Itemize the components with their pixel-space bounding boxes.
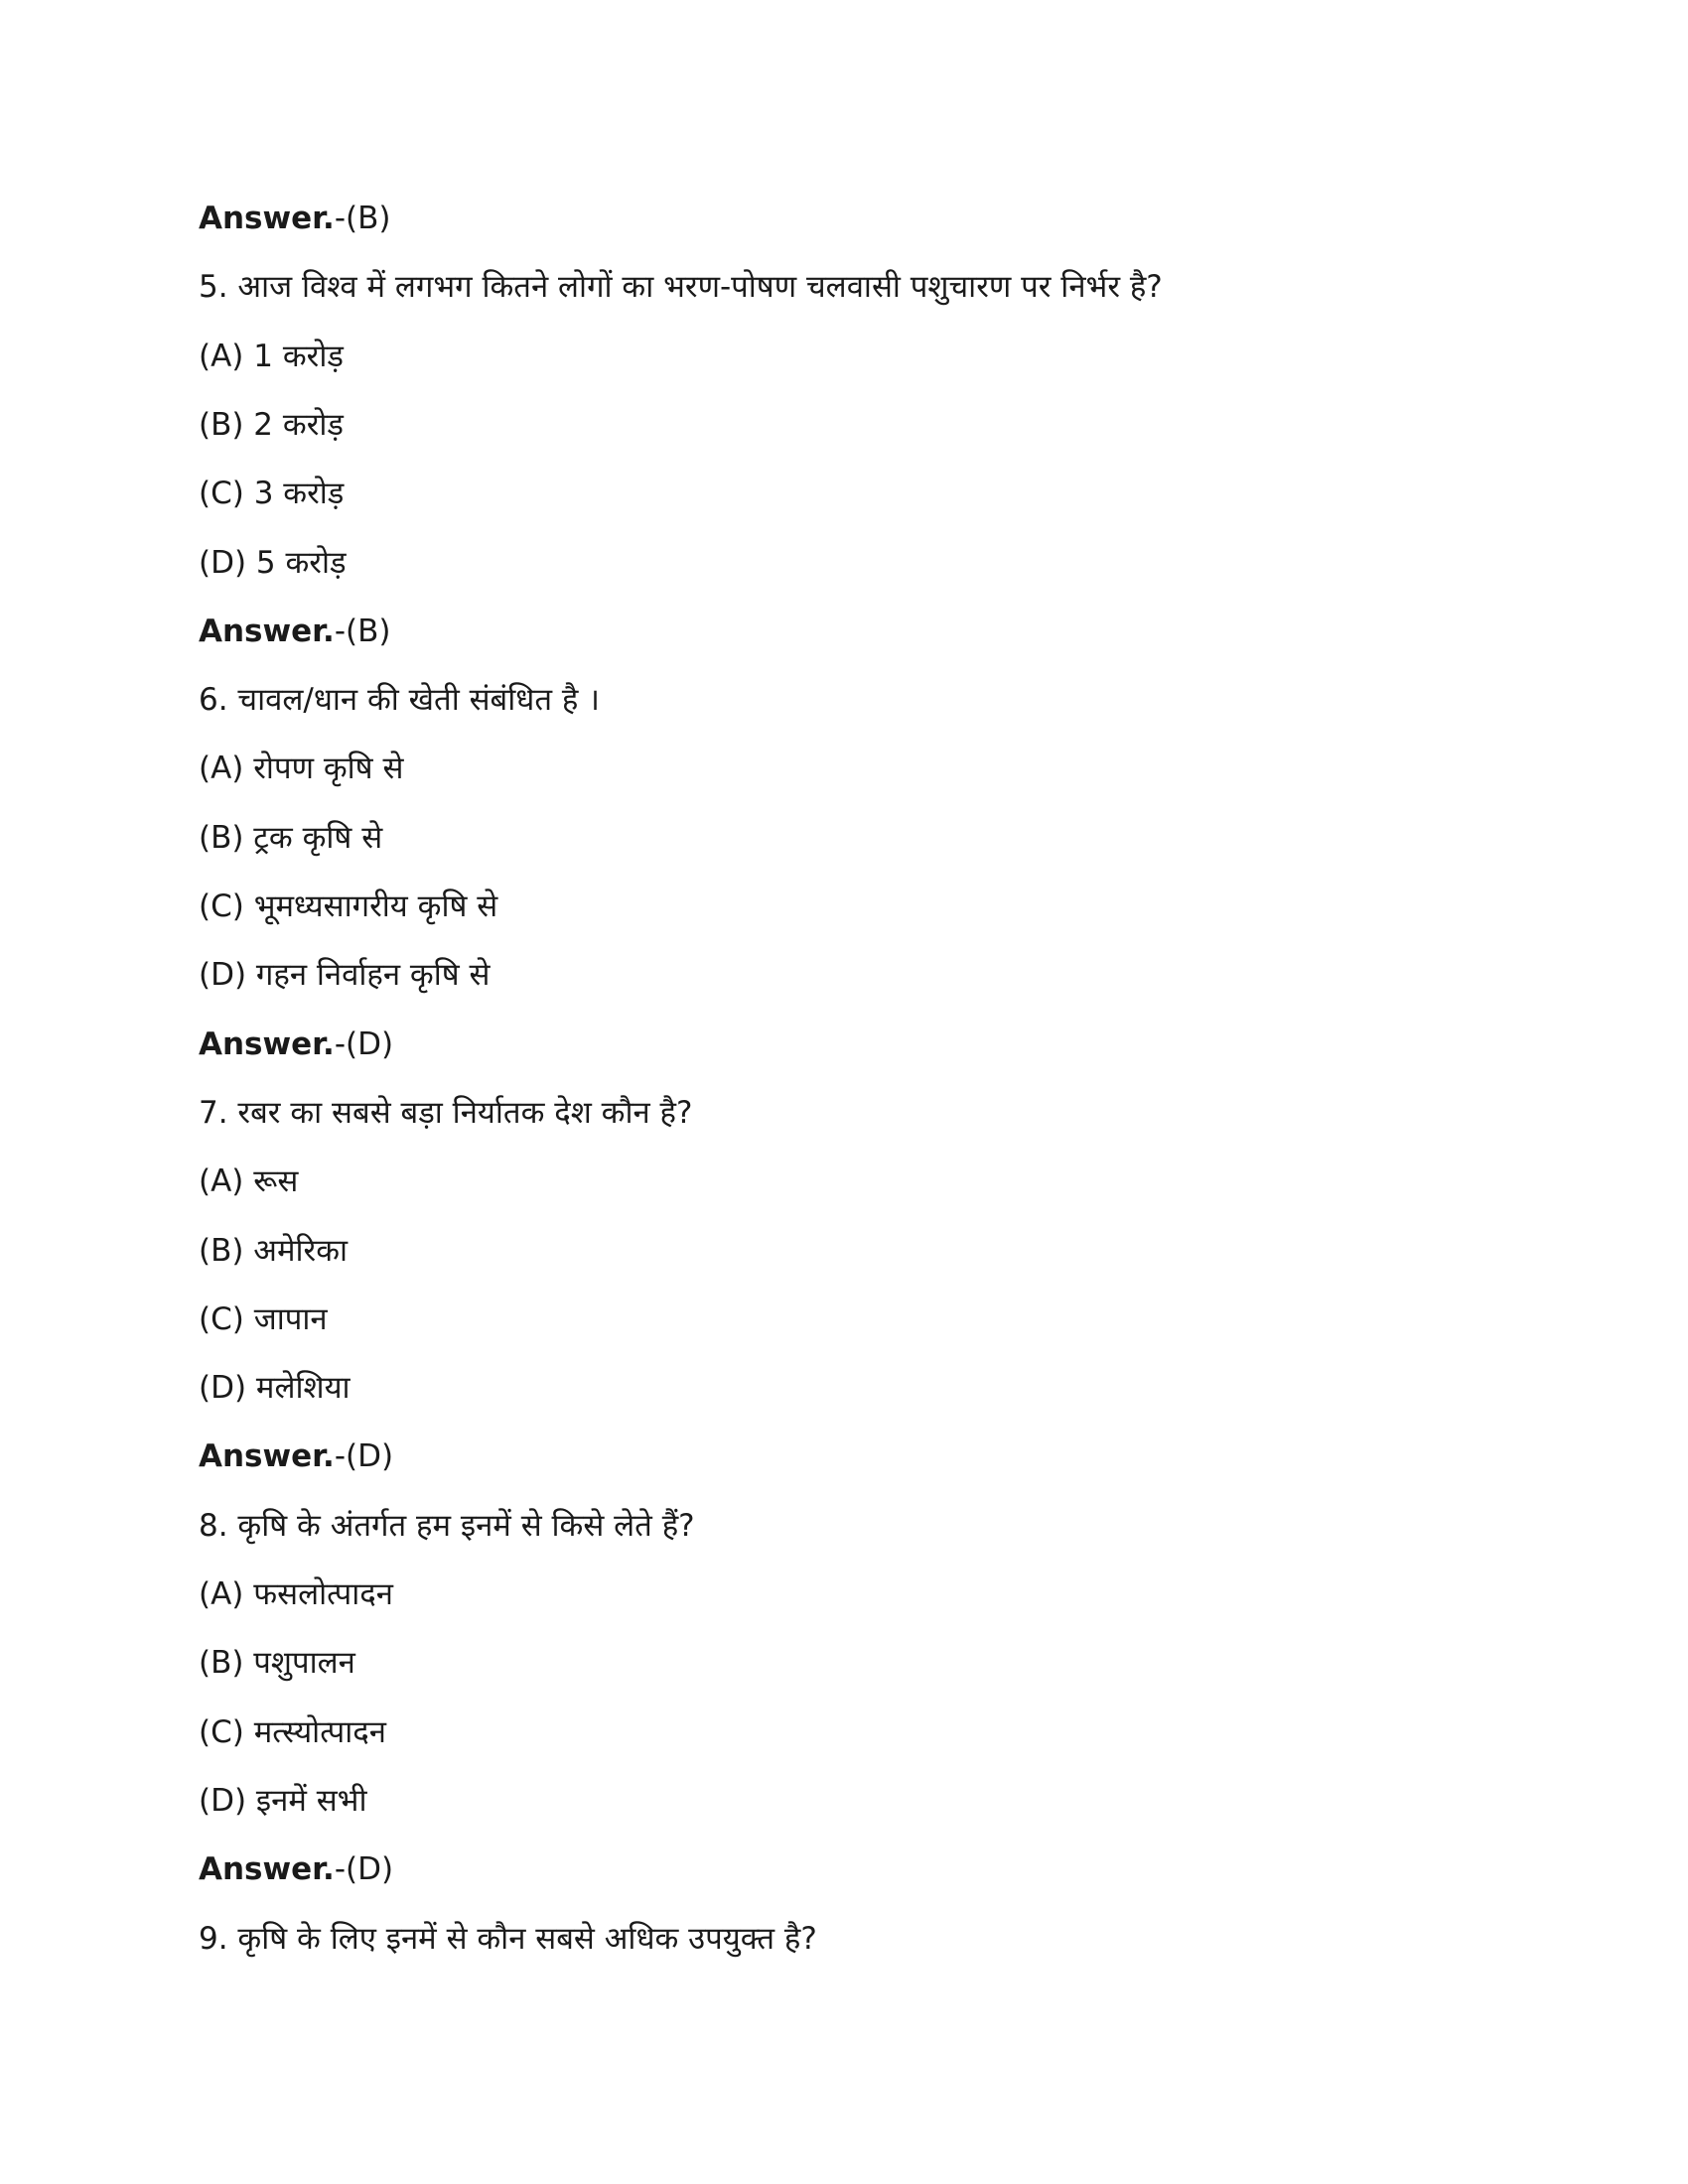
option-text: (C) मत्स्योत्पादन: [199, 1713, 386, 1750]
answer-label: Answer.: [199, 613, 335, 649]
option-text: (B) अमेरिका: [199, 1232, 349, 1269]
answer-line: [199, 1849, 393, 1889]
question-text: 6. चावल/धान की खेती संबंधित है ।: [199, 682, 600, 719]
question-text: 8. कृषि के अंतर्गत हम इनमें से किसे लेते हैं?: [199, 1507, 695, 1544]
answer-line: [199, 1436, 393, 1476]
option-text: (A) 1 करोड़: [199, 338, 344, 374]
option-text: (A) रूस: [199, 1163, 299, 1200]
option-text: (C) 3 करोड़: [199, 476, 345, 512]
option-text: (B) 2 करोड़: [199, 406, 344, 443]
option-text: (D) 5 करोड़: [199, 544, 347, 581]
question-text: 5. आज विश्व में लगभग कितने लोगों का भरण-पोषण चलवासी पशुचारण पर निर्भर है?: [199, 269, 1163, 306]
option-text: (A) रोपण कृषि से: [199, 751, 404, 787]
option-text: (C) जापान: [199, 1300, 328, 1337]
answer-label: Answer.: [199, 1851, 335, 1888]
option-text: (C) भूमध्यसागरीय कृषि से: [199, 888, 498, 924]
answer-value: -(D): [334, 1025, 394, 1062]
answer-line: [199, 1024, 393, 1064]
option-text: (D) मलेशिया: [199, 1370, 351, 1407]
question-text: 7. रबर का सबसे बड़ा निर्यातक देश कौन है?: [199, 1094, 693, 1131]
answer-label: Answer.: [199, 1438, 335, 1475]
answer-value: -(B): [334, 201, 391, 236]
answer-value: -(B): [334, 613, 391, 649]
answer-value: -(D): [334, 1851, 394, 1888]
option-text: (B) पशुपालन: [199, 1645, 355, 1682]
option-text: (D) गहन निर्वाहन कृषि से: [199, 957, 491, 994]
answer-line: [199, 199, 390, 238]
answer-label: Answer.: [199, 1025, 335, 1062]
option-text: (B) ट्रक कृषि से: [199, 819, 383, 856]
answer-line: [199, 612, 390, 651]
answer-value: -(D): [334, 1438, 394, 1475]
question-text: 9. कृषि के लिए इनमें से कौन सबसे अधिक उपयुक्त है?: [199, 1920, 817, 1957]
answer-label: Answer.: [199, 201, 335, 236]
option-text: (D) इनमें सभी: [199, 1782, 367, 1819]
option-text: (A) फसलोत्पादन: [199, 1576, 393, 1612]
